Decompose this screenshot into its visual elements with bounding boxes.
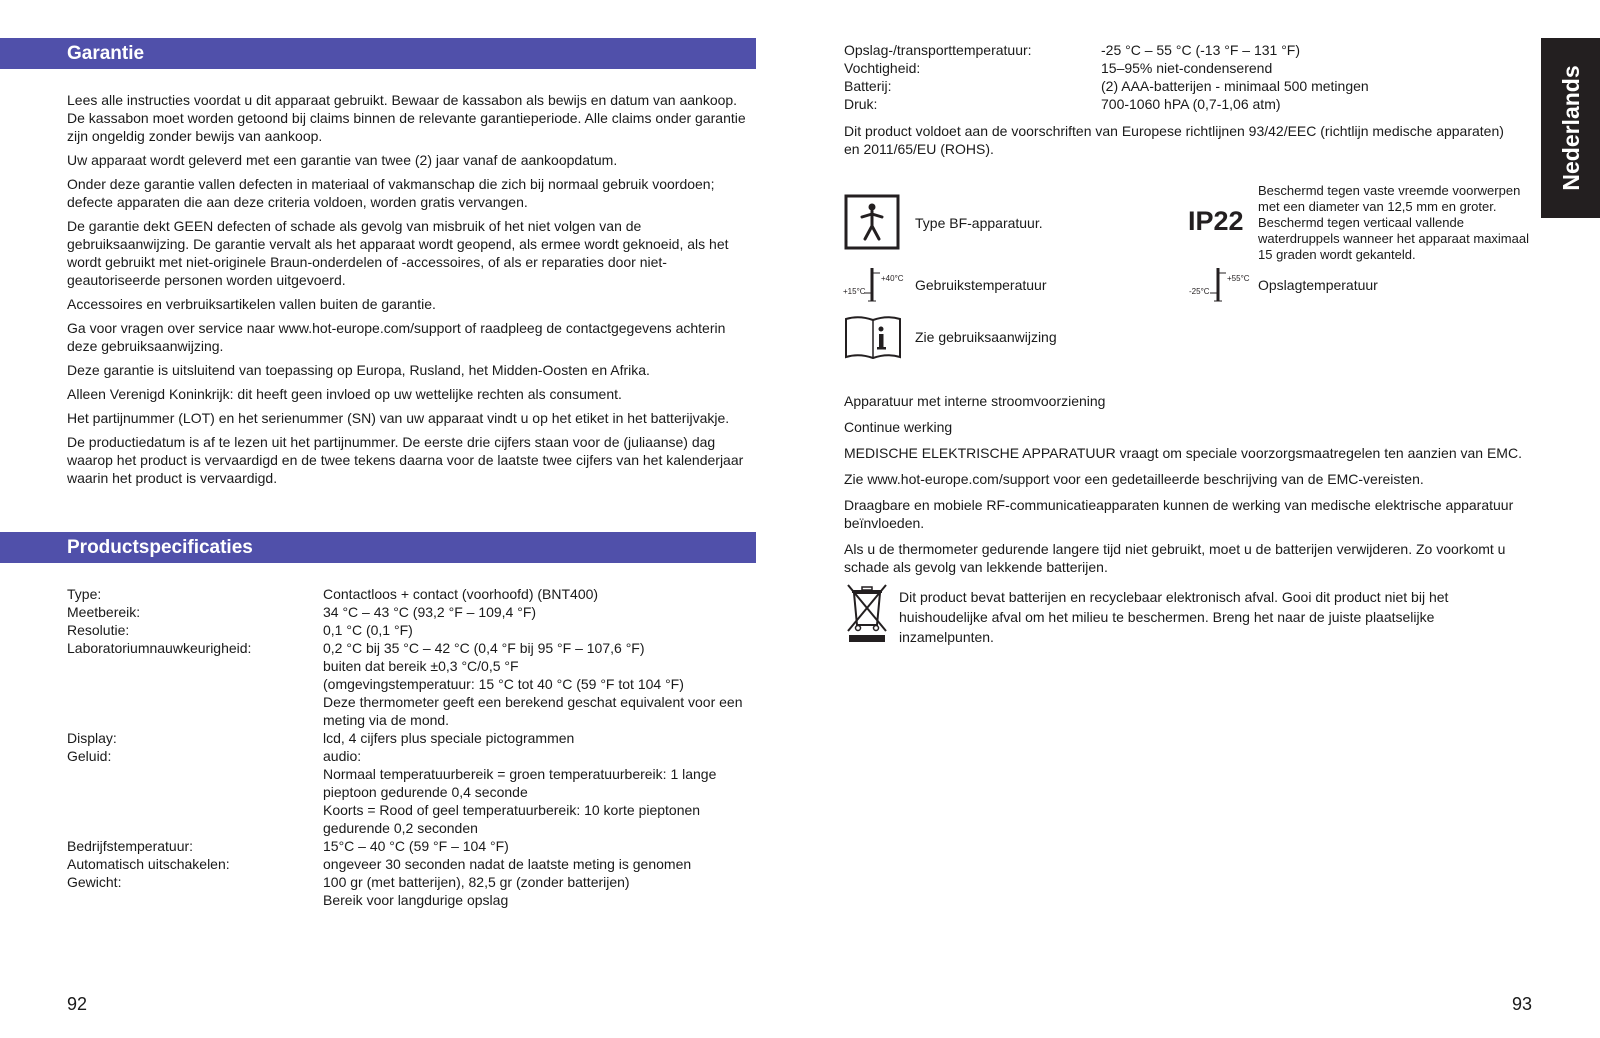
spec-label: Geluid: [67, 748, 112, 764]
page-number: 93 [1512, 994, 1533, 1014]
spec-value-group [323, 603, 757, 621]
note-paragraph: Zie www.hot-europe.com/support voor een gedetailleerde beschrijving van de EMC-vereisten. [844, 471, 1424, 487]
spec-label: Display: [67, 730, 117, 746]
spec-value: 700-1060 hPA (0,7-1,06 atm) [1101, 96, 1281, 112]
spec-row [67, 873, 757, 909]
spec-row [67, 639, 757, 729]
spec-value: Koorts = Rood of geel temperatuurbereik: 10 korte pieptonen gedurende 0,2 seconden [323, 802, 701, 836]
ip22-description: Beschermd tegen vaste vreemde voorwerpen met een diameter van 12,5 mm en groter. Beschermd tegen verticaal vallende waterdruppels wanneer het apparaat maximaal 15 graden wordt gekanteld. [1258, 183, 1529, 262]
ip22-code: IP22 [1188, 206, 1244, 236]
spec-label: Bedrijfstemperatuur: [67, 838, 194, 854]
spec-label: Opslag-/transporttemperatuur: [844, 42, 1032, 58]
spec-label: Druk: [844, 96, 878, 112]
spec-value: 15°C – 40 °C (59 °F – 104 °F) [323, 838, 509, 854]
note-paragraph: MEDISCHE ELEKTRISCHE APPARATUUR vraagt om speciale voorzorgsmaatregelen ten aanzien van EMC. [844, 445, 1522, 461]
spec-value-group [323, 855, 757, 873]
garantie-paragraph: Uw apparaat wordt geleverd met een garantie van twee (2) jaar vanaf de aankoopdatum. [67, 152, 618, 168]
storage-temperature-label: Opslagtemperatuur [1258, 277, 1378, 293]
compliance-text: Dit product voldoet aan de voorschriften van Europese richtlijnen 93/42/EEC (richtlijn medische apparaten) en 2011/65/EU (ROHS). [844, 123, 1504, 157]
weee-bin-icon [844, 583, 890, 645]
spec-row [67, 621, 757, 639]
page-number: 92 [67, 994, 88, 1014]
spec-row [67, 747, 757, 837]
garantie-paragraph: Lees alle instructies voordat u dit apparaat gebruikt. Bewaar de kassabon als bewijs en datum van aankoop. De kassabon moet worden getoond bij claims binnen de relevante garantieperiode. Alle claims onder garantie zijn ongeldig zonder bewijs van aankoop. [67, 92, 746, 144]
notes-block [844, 392, 1544, 584]
spec-value: Deze thermometer geeft een berekend geschat equivalent voor een meting via de mond. [323, 694, 743, 728]
language-tab [1541, 38, 1600, 218]
spec-value: Bereik voor langdurige opslag [323, 892, 509, 908]
weee-text: Dit product bevat batterijen en recyclebaar elektronisch afval. Gooi dit product niet bij het huishoudelijke afval om het milieu te beschermen. Breng het naar de juiste plaatselijke inzamelpunten. [899, 589, 1449, 645]
right-page [800, 0, 1600, 1038]
spec-value: 34 °C – 43 °C (93,2 °F – 109,4 °F) [323, 604, 537, 620]
garantie-heading: Garantie [0, 38, 756, 69]
spec-label: Automatisch uitschakelen: [67, 856, 230, 872]
spec-value-group [323, 729, 757, 747]
garantie-paragraph: De garantie dekt GEEN defecten of schade als gevolg van misbruik of het niet volgen van de gebruiksaanwijzing. De garantie vervalt als het apparaat wordt geopend, als ermee wordt geknoeid, als het wordt gebruikt met niet-originele Braun-onderdelen of -accessoires, of als er reparaties door niet-geautoriseerde personen worden uitgevoerd. [67, 218, 729, 288]
garantie-paragraph: Alleen Verenigd Koninkrijk: dit heeft geen invloed op uw wettelijke rechten als consument. [67, 386, 622, 402]
spec-value: -25 °C – 55 °C (-13 °F – 131 °F) [1101, 42, 1301, 58]
spec-row [67, 603, 757, 621]
spec-row [844, 59, 1544, 77]
spec-value-group [323, 873, 757, 909]
spec-row [67, 837, 757, 855]
type-bf-label: Type BF-apparatuur. [915, 215, 1043, 231]
spec-row [844, 95, 1544, 113]
garantie-paragraph: Het partijnummer (LOT) en het serienummer (SN) van uw apparaat vindt u op het etiket in het batterijvakje. [67, 410, 730, 426]
spec-row [67, 585, 757, 603]
garantie-paragraph: Ga voor vragen over service naar www.hot-europe.com/support of raadpleeg de contactgegevens achterin deze gebruiksaanwijzing. [67, 320, 726, 354]
spec-value: 0,2 °C bij 35 °C – 42 °C (0,4 °F bij 95 °F – 107,6 °F) [323, 640, 645, 656]
spec-value: (2) AAA-batterijen - minimaal 500 metingen [1101, 78, 1369, 94]
spec-row [844, 41, 1544, 59]
storage-temp-high-label: +55°C [1227, 274, 1250, 283]
spec-value: lcd, 4 cijfers plus speciale pictogrammen [323, 730, 575, 746]
spec-row [67, 729, 757, 747]
spec-value: (omgevingstemperatuur: 15 °C tot 40 °C (59 °F tot 104 °F) [323, 676, 684, 692]
garantie-paragraph: De productiedatum is af te lezen uit het partijnummer. De eerste drie cijfers staan voor de (juliaanse) dag waarop het product is vervaardigd en de twee tekens daarna voor de laatste twee cijfers van het kalenderjaar waarin het product is vervaardigd. [67, 434, 744, 486]
spec-value: Contactloos + contact (voorhoofd) (BNT400) [323, 586, 599, 602]
specs-table [67, 585, 757, 909]
spec-label: Type: [67, 586, 102, 602]
instructions-label: Zie gebruiksaanwijzing [915, 329, 1057, 345]
usage-temp-high-label: +40°C [881, 274, 904, 283]
spec-label: Resolutie: [67, 622, 130, 638]
spec-label: Batterij: [844, 78, 892, 94]
spec-value-group [323, 639, 757, 729]
storage-specs-table [844, 41, 1544, 113]
spec-value-group [323, 585, 757, 603]
note-paragraph: Apparatuur met interne stroomvoorziening [844, 393, 1106, 409]
spec-row [67, 855, 757, 873]
spec-value: audio: [323, 748, 362, 764]
specs-heading: Productspecificaties [0, 532, 756, 563]
usage-temp-low-label: +15°C [843, 287, 866, 296]
garantie-paragraph: Deze garantie is uitsluitend van toepassing op Europa, Rusland, het Midden-Oosten en Afrika. [67, 362, 650, 378]
spec-label: Meetbereik: [67, 604, 141, 620]
spec-value: ongeveer 30 seconden nadat de laatste meting is genomen [323, 856, 692, 872]
spec-value: 100 gr (met batterijen), 82,5 gr (zonder batterijen) [323, 874, 630, 890]
spec-value: 0,1 °C (0,1 °F) [323, 622, 413, 638]
usage-temperature-icon [842, 265, 908, 305]
spec-value-group [323, 747, 757, 837]
garantie-paragraph: Onder deze garantie vallen defecten in materiaal of vakmanschap die zich bij normaal gebruik voordoen; defecte apparaten die aan deze criteria voldoen, worden gratis vervangen. [67, 176, 715, 210]
spec-row [844, 77, 1544, 95]
spec-value: Normaal temperatuurbereik = groen temperatuurbereik: 1 lange pieptoon gedurende 0,4 seconde [323, 766, 717, 800]
spec-value: buiten dat bereik ±0,3 °C/0,5 °F [323, 658, 519, 674]
spec-value-group [323, 621, 757, 639]
garantie-body [67, 91, 757, 493]
spec-label: Vochtigheid: [844, 60, 921, 76]
storage-temp-low-label: -25°C [1189, 287, 1210, 296]
spec-label: Laboratoriumnauwkeurigheid: [67, 640, 252, 656]
language-tab-label: Nederlands [1558, 65, 1584, 191]
note-paragraph: Als u de thermometer gedurende langere tijd niet gebruikt, moet u de batterijen verwijderen. Zo voorkomt u schade als gevolg van lekkende batterijen. [844, 541, 1506, 575]
type-bf-icon [844, 194, 900, 250]
spec-value-group [323, 837, 757, 855]
usage-temperature-label: Gebruikstemperatuur [915, 277, 1047, 293]
garantie-paragraph: Accessoires en verbruiksartikelen vallen buiten de garantie. [67, 296, 436, 312]
spec-value: 15–95% niet-condenserend [1101, 60, 1273, 76]
spec-label: Gewicht: [67, 874, 122, 890]
note-paragraph: Continue werking [844, 419, 953, 435]
note-paragraph: Draagbare en mobiele RF-communicatieapparaten kunnen de werking van medische elektrische apparatuur beïnvloeden. [844, 497, 1514, 531]
instructions-manual-icon [843, 314, 903, 362]
storage-temperature-icon [1188, 265, 1254, 305]
